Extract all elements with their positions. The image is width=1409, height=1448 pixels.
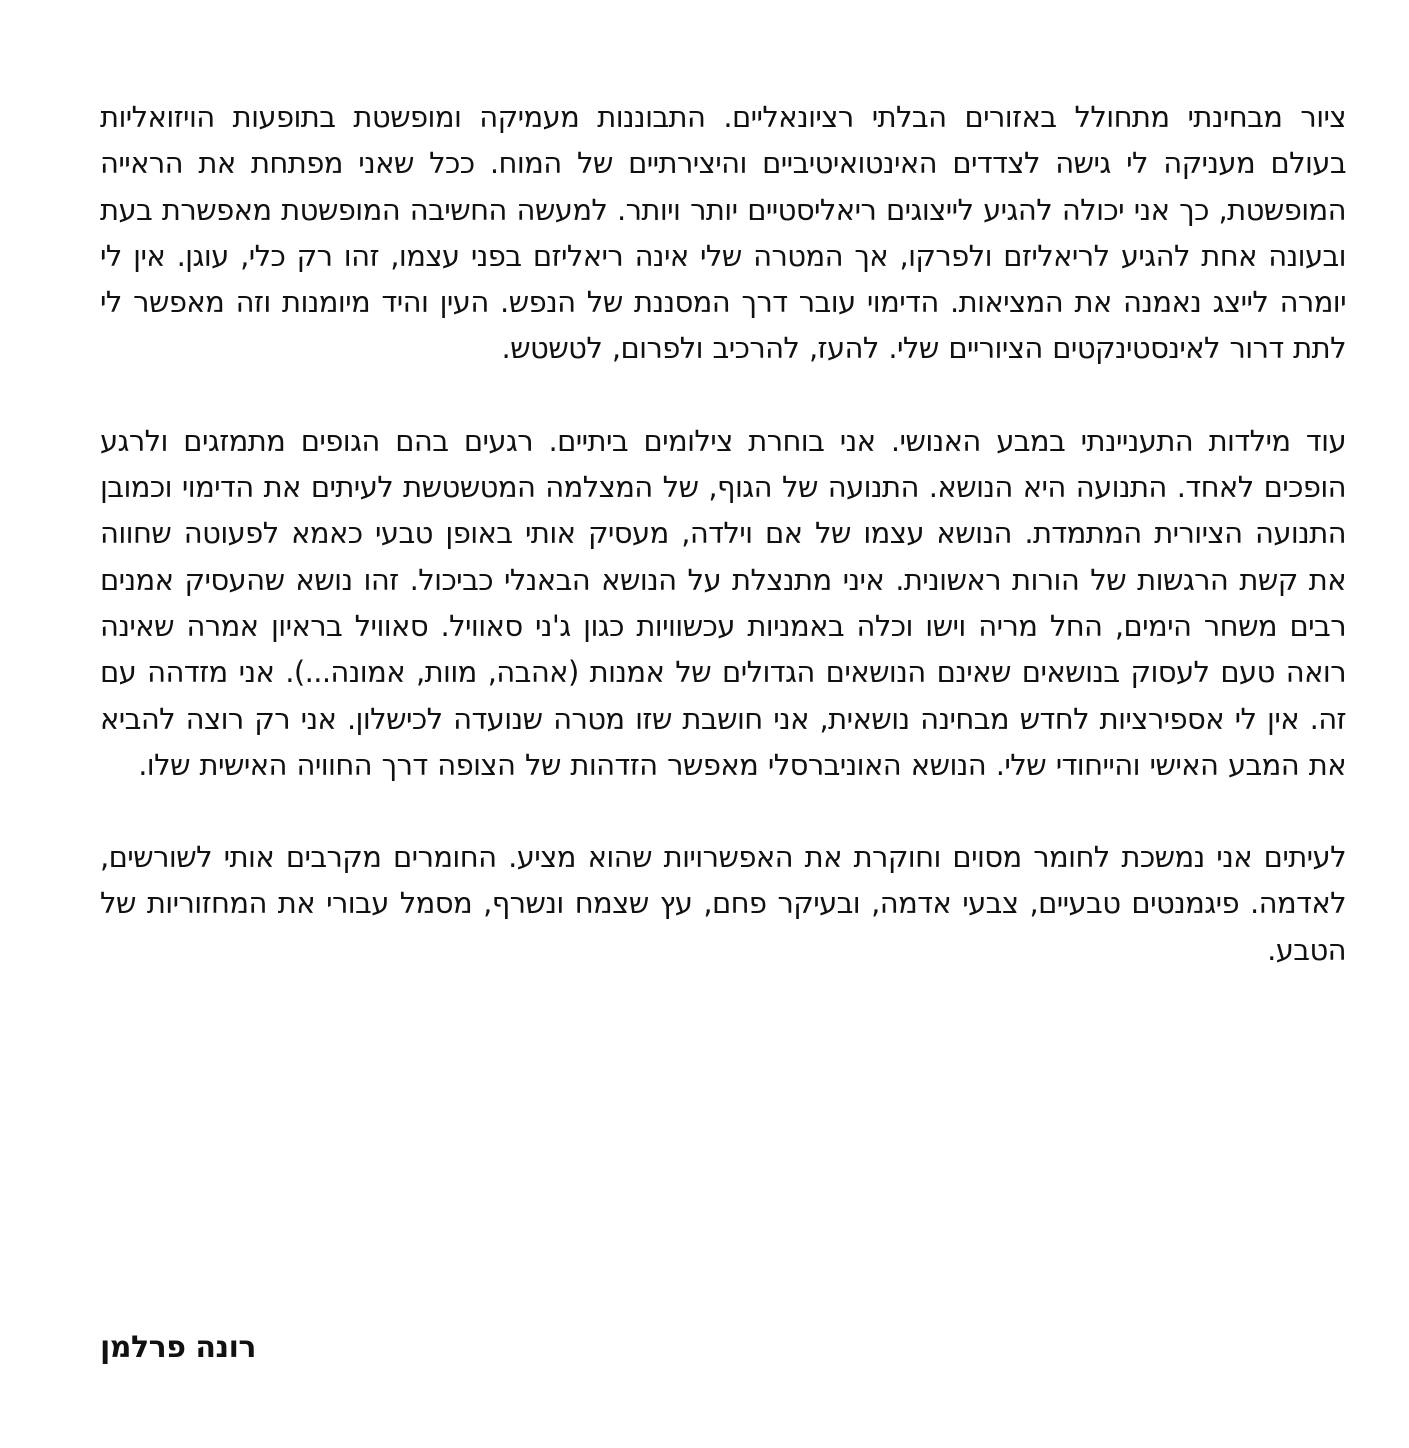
artist-statement bbox=[100, 94, 1346, 973]
paragraph-materials: לעיתים אני נמשכת לחומר מסוים וחוקרת את האפשרויות שהוא מציע. החומרים מקרבים אותי לשורשים, לאדמה. פיגמנטים טבעיים, צבעי אדמה, ובעיקר פחם, עץ שצמח ונשרף, מסמל עבורי את המחזוריות של הטבע. bbox=[100, 840, 1346, 967]
paragraph-human-expression: עוד מילדות התעניינתי במבע האנושי. אני בוחרת צילומים ביתיים. רגעים בהם הגופים מתמזגים ולרגע הופכים לאחד. התנועה היא הנושא. התנועה של הגוף, של המצלמה המטשטשת לעיתים את הדימוי וכמובן התנועה הציורית המתמדת. הנושא עצמו של אם וילדה, מעסיק אותי באופן טבעי כאמא לפעוטה שחווה את קשת הרגשות של הורות ראשונית. איני מתנצלת על הנושא הבאנלי כביכול. זהו נושא שהעסיק אמנים רבים משחר הימים, החל מריה וישו וכלה באמניות עכשוויות כגון ג'ני סאוויל. סאוויל בראיון אמרה שאינה רואה טעם לעסוק בנושאים שאינם הנושאים הגדולים של אמנות (אהבה, מוות, אמונה...). אני מזדהה עם זה. אין לי אספירציות לחדש מבחינה נושאית, אני חושבת שזו מטרה שנועדה לכישלון. אני רק רוצה להביא את המבע האישי והייחודי שלי. הנושא האוניברסלי מאפשר הזדהות של הצופה דרך החוויה האישית שלו. bbox=[100, 423, 1346, 782]
author-signature: רונה פרלמן bbox=[100, 1330, 256, 1365]
paragraph-painting-process: ציור מבחינתי מתחולל באזורים הבלתי רציונאליים. התבוננות מעמיקה ומופשטת בתופעות הויזואליות בעולם מעניקה לי גישה לצדדים האינטואיטיביים והיצירתיים של המוח. ככל שאני מפתחת את הראייה המופשטת, כך אני יכולה להגיע לייצוגים ריאליסטיים יותר ויותר. למעשה החשיבה המופשטת מאפשרת בעת ובעונה אחת להגיע לריאליזם ולפרקו, אך המטרה שלי אינה ריאליזם בפני עצמו, זהו רק כלי, עוגן. אין לי יומרה לייצג נאמנה את המציאות. הדימוי עובר דרך המסננת של הנפש. העין והיד מיומנות וזה מאפשר לי לתת דרור לאינסטינקטים הציוריים שלי. להעז, להרכיב ולפרום, לטשטש. bbox=[100, 100, 1346, 366]
